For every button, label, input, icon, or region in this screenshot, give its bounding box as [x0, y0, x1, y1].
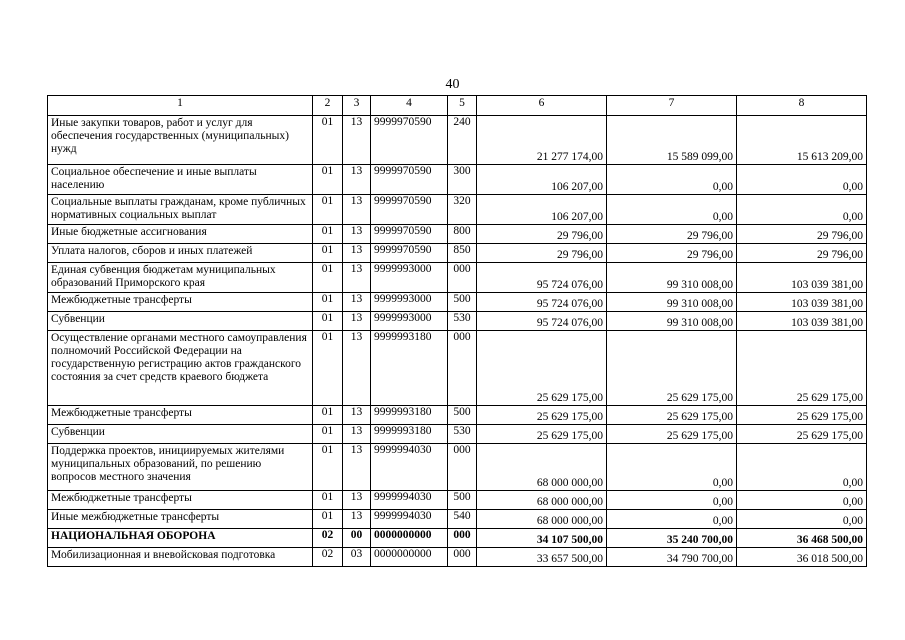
amount-col-8: 103 039 381,00	[737, 263, 867, 293]
expense-type-code: 530	[448, 425, 477, 444]
amount-col-8: 103 039 381,00	[737, 293, 867, 312]
column-header: 3	[343, 96, 371, 116]
target-article-code: 9999970590	[371, 195, 448, 225]
amount-col-6: 29 796,00	[477, 225, 607, 244]
row-name: Иные закупки товаров, работ и услуг для обеспечения государственных (муниципальных) нужд	[48, 116, 313, 165]
amount-col-7: 0,00	[607, 195, 737, 225]
amount-col-7: 0,00	[607, 491, 737, 510]
row-name: НАЦИОНАЛЬНАЯ ОБОРОНА	[48, 529, 313, 548]
table-row	[48, 444, 867, 491]
amount-col-6: 68 000 000,00	[477, 491, 607, 510]
subsection-code: 13	[343, 331, 371, 406]
expense-type-code: 500	[448, 491, 477, 510]
target-article-code: 9999970590	[371, 244, 448, 263]
column-header: 1	[48, 96, 313, 116]
page-number: 40	[445, 77, 460, 92]
column-header: 4	[371, 96, 448, 116]
amount-col-7: 34 790 700,00	[607, 548, 737, 567]
target-article-code: 9999993000	[371, 312, 448, 331]
amount-col-8: 103 039 381,00	[737, 312, 867, 331]
amount-col-7: 0,00	[607, 444, 737, 491]
target-article-code: 0000000000	[371, 529, 448, 548]
table-row	[48, 425, 867, 444]
expense-type-code: 000	[448, 263, 477, 293]
section-code: 02	[313, 548, 343, 567]
amount-col-6: 68 000 000,00	[477, 510, 607, 529]
target-article-code: 0000000000	[371, 548, 448, 567]
table-row	[48, 116, 867, 165]
row-name: Субвенции	[48, 425, 313, 444]
amount-col-7: 99 310 008,00	[607, 263, 737, 293]
amount-col-6: 33 657 500,00	[477, 548, 607, 567]
amount-col-8: 36 018 500,00	[737, 548, 867, 567]
amount-col-6: 106 207,00	[477, 195, 607, 225]
subsection-code: 13	[343, 263, 371, 293]
amount-col-7: 15 589 099,00	[607, 116, 737, 165]
amount-col-8: 29 796,00	[737, 225, 867, 244]
row-name: Социальные выплаты гражданам, кроме публичных нормативных социальных выплат	[48, 195, 313, 225]
row-name: Поддержка проектов, инициируемых жителями муниципальных образований, по решению вопросов местного значения	[48, 444, 313, 491]
subsection-code: 13	[343, 510, 371, 529]
section-code: 01	[313, 293, 343, 312]
column-header: 7	[607, 96, 737, 116]
table-row	[48, 195, 867, 225]
amount-col-8: 25 629 175,00	[737, 406, 867, 425]
subsection-code: 13	[343, 165, 371, 195]
column-header: 2	[313, 96, 343, 116]
row-name: Мобилизационная и вневойсковая подготовка	[48, 548, 313, 567]
section-code: 01	[313, 244, 343, 263]
row-name: Иные бюджетные ассигнования	[48, 225, 313, 244]
subsection-code: 13	[343, 244, 371, 263]
target-article-code: 9999970590	[371, 225, 448, 244]
section-code: 01	[313, 225, 343, 244]
row-name: Межбюджетные трансферты	[48, 406, 313, 425]
expense-type-code: 500	[448, 293, 477, 312]
amount-col-8: 0,00	[737, 491, 867, 510]
target-article-code: 9999994030	[371, 491, 448, 510]
amount-col-6: 106 207,00	[477, 165, 607, 195]
subsection-code: 13	[343, 425, 371, 444]
amount-col-8: 25 629 175,00	[737, 331, 867, 406]
target-article-code: 9999993000	[371, 293, 448, 312]
target-article-code: 9999993000	[371, 263, 448, 293]
amount-col-8: 25 629 175,00	[737, 425, 867, 444]
amount-col-7: 29 796,00	[607, 244, 737, 263]
row-name: Межбюджетные трансферты	[48, 293, 313, 312]
expense-type-code: 320	[448, 195, 477, 225]
amount-col-6: 95 724 076,00	[477, 293, 607, 312]
amount-col-7: 0,00	[607, 165, 737, 195]
section-code: 01	[313, 331, 343, 406]
amount-col-8: 0,00	[737, 195, 867, 225]
section-code: 01	[313, 406, 343, 425]
target-article-code: 9999994030	[371, 444, 448, 491]
target-article-code: 9999994030	[371, 510, 448, 529]
table-row	[48, 244, 867, 263]
subsection-code: 03	[343, 548, 371, 567]
table-row	[48, 548, 867, 567]
section-code: 01	[313, 165, 343, 195]
subsection-code: 13	[343, 444, 371, 491]
amount-col-8: 29 796,00	[737, 244, 867, 263]
amount-col-7: 99 310 008,00	[607, 312, 737, 331]
amount-col-6: 21 277 174,00	[477, 116, 607, 165]
table-row	[48, 406, 867, 425]
row-name: Уплата налогов, сборов и иных платежей	[48, 244, 313, 263]
section-code: 01	[313, 425, 343, 444]
amount-col-8: 15 613 209,00	[737, 116, 867, 165]
expense-type-code: 000	[448, 331, 477, 406]
expense-type-code: 800	[448, 225, 477, 244]
amount-col-7: 29 796,00	[607, 225, 737, 244]
expense-type-code: 850	[448, 244, 477, 263]
column-header: 6	[477, 96, 607, 116]
row-name: Осуществление органами местного самоуправления полномочий Российской Федерации на государственную регистрацию актов гражданского состояния за счет средств краевого бюджета	[48, 331, 313, 406]
table-row	[48, 293, 867, 312]
subsection-code: 13	[343, 116, 371, 165]
amount-col-7: 99 310 008,00	[607, 293, 737, 312]
expense-type-code: 240	[448, 116, 477, 165]
expense-type-code: 000	[448, 529, 477, 548]
target-article-code: 9999970590	[371, 165, 448, 195]
amount-col-6: 95 724 076,00	[477, 263, 607, 293]
table-row	[48, 510, 867, 529]
amount-col-8: 0,00	[737, 165, 867, 195]
column-header: 5	[448, 96, 477, 116]
target-article-code: 9999970590	[371, 116, 448, 165]
section-code: 01	[313, 491, 343, 510]
expense-type-code: 500	[448, 406, 477, 425]
expense-type-code: 300	[448, 165, 477, 195]
row-name: Субвенции	[48, 312, 313, 331]
table-row	[48, 165, 867, 195]
amount-col-6: 25 629 175,00	[477, 425, 607, 444]
target-article-code: 9999993180	[371, 331, 448, 406]
amount-col-6: 95 724 076,00	[477, 312, 607, 331]
table-row	[48, 529, 867, 548]
amount-col-7: 25 629 175,00	[607, 406, 737, 425]
column-header: 8	[737, 96, 867, 116]
section-code: 01	[313, 195, 343, 225]
amount-col-7: 35 240 700,00	[607, 529, 737, 548]
subsection-code: 13	[343, 312, 371, 331]
amount-col-6: 29 796,00	[477, 244, 607, 263]
subsection-code: 13	[343, 225, 371, 244]
table-row	[48, 225, 867, 244]
amount-col-8: 36 468 500,00	[737, 529, 867, 548]
amount-col-6: 25 629 175,00	[477, 331, 607, 406]
amount-col-8: 0,00	[737, 510, 867, 529]
table-row	[48, 312, 867, 331]
amount-col-7: 0,00	[607, 510, 737, 529]
subsection-code: 13	[343, 195, 371, 225]
subsection-code: 00	[343, 529, 371, 548]
table-body	[48, 116, 867, 567]
amount-col-7: 25 629 175,00	[607, 425, 737, 444]
expense-type-code: 000	[448, 548, 477, 567]
amount-col-6: 34 107 500,00	[477, 529, 607, 548]
expense-type-code: 530	[448, 312, 477, 331]
expense-type-code: 540	[448, 510, 477, 529]
amount-col-6: 25 629 175,00	[477, 406, 607, 425]
subsection-code: 13	[343, 491, 371, 510]
amount-col-8: 0,00	[737, 444, 867, 491]
section-code: 01	[313, 444, 343, 491]
target-article-code: 9999993180	[371, 425, 448, 444]
row-name: Социальное обеспечение и иные выплаты населению	[48, 165, 313, 195]
row-name: Межбюджетные трансферты	[48, 491, 313, 510]
target-article-code: 9999993180	[371, 406, 448, 425]
table-row	[48, 491, 867, 510]
amount-col-7: 25 629 175,00	[607, 331, 737, 406]
header-row	[48, 96, 867, 116]
amount-col-6: 68 000 000,00	[477, 444, 607, 491]
section-code: 02	[313, 529, 343, 548]
table-row	[48, 331, 867, 406]
subsection-code: 13	[343, 293, 371, 312]
row-name: Единая субвенция бюджетам муниципальных образований Приморского края	[48, 263, 313, 293]
section-code: 01	[313, 510, 343, 529]
table-row	[48, 263, 867, 293]
row-name: Иные межбюджетные трансферты	[48, 510, 313, 529]
section-code: 01	[313, 116, 343, 165]
expense-type-code: 000	[448, 444, 477, 491]
budget-table	[47, 95, 867, 567]
section-code: 01	[313, 312, 343, 331]
subsection-code: 13	[343, 406, 371, 425]
section-code: 01	[313, 263, 343, 293]
